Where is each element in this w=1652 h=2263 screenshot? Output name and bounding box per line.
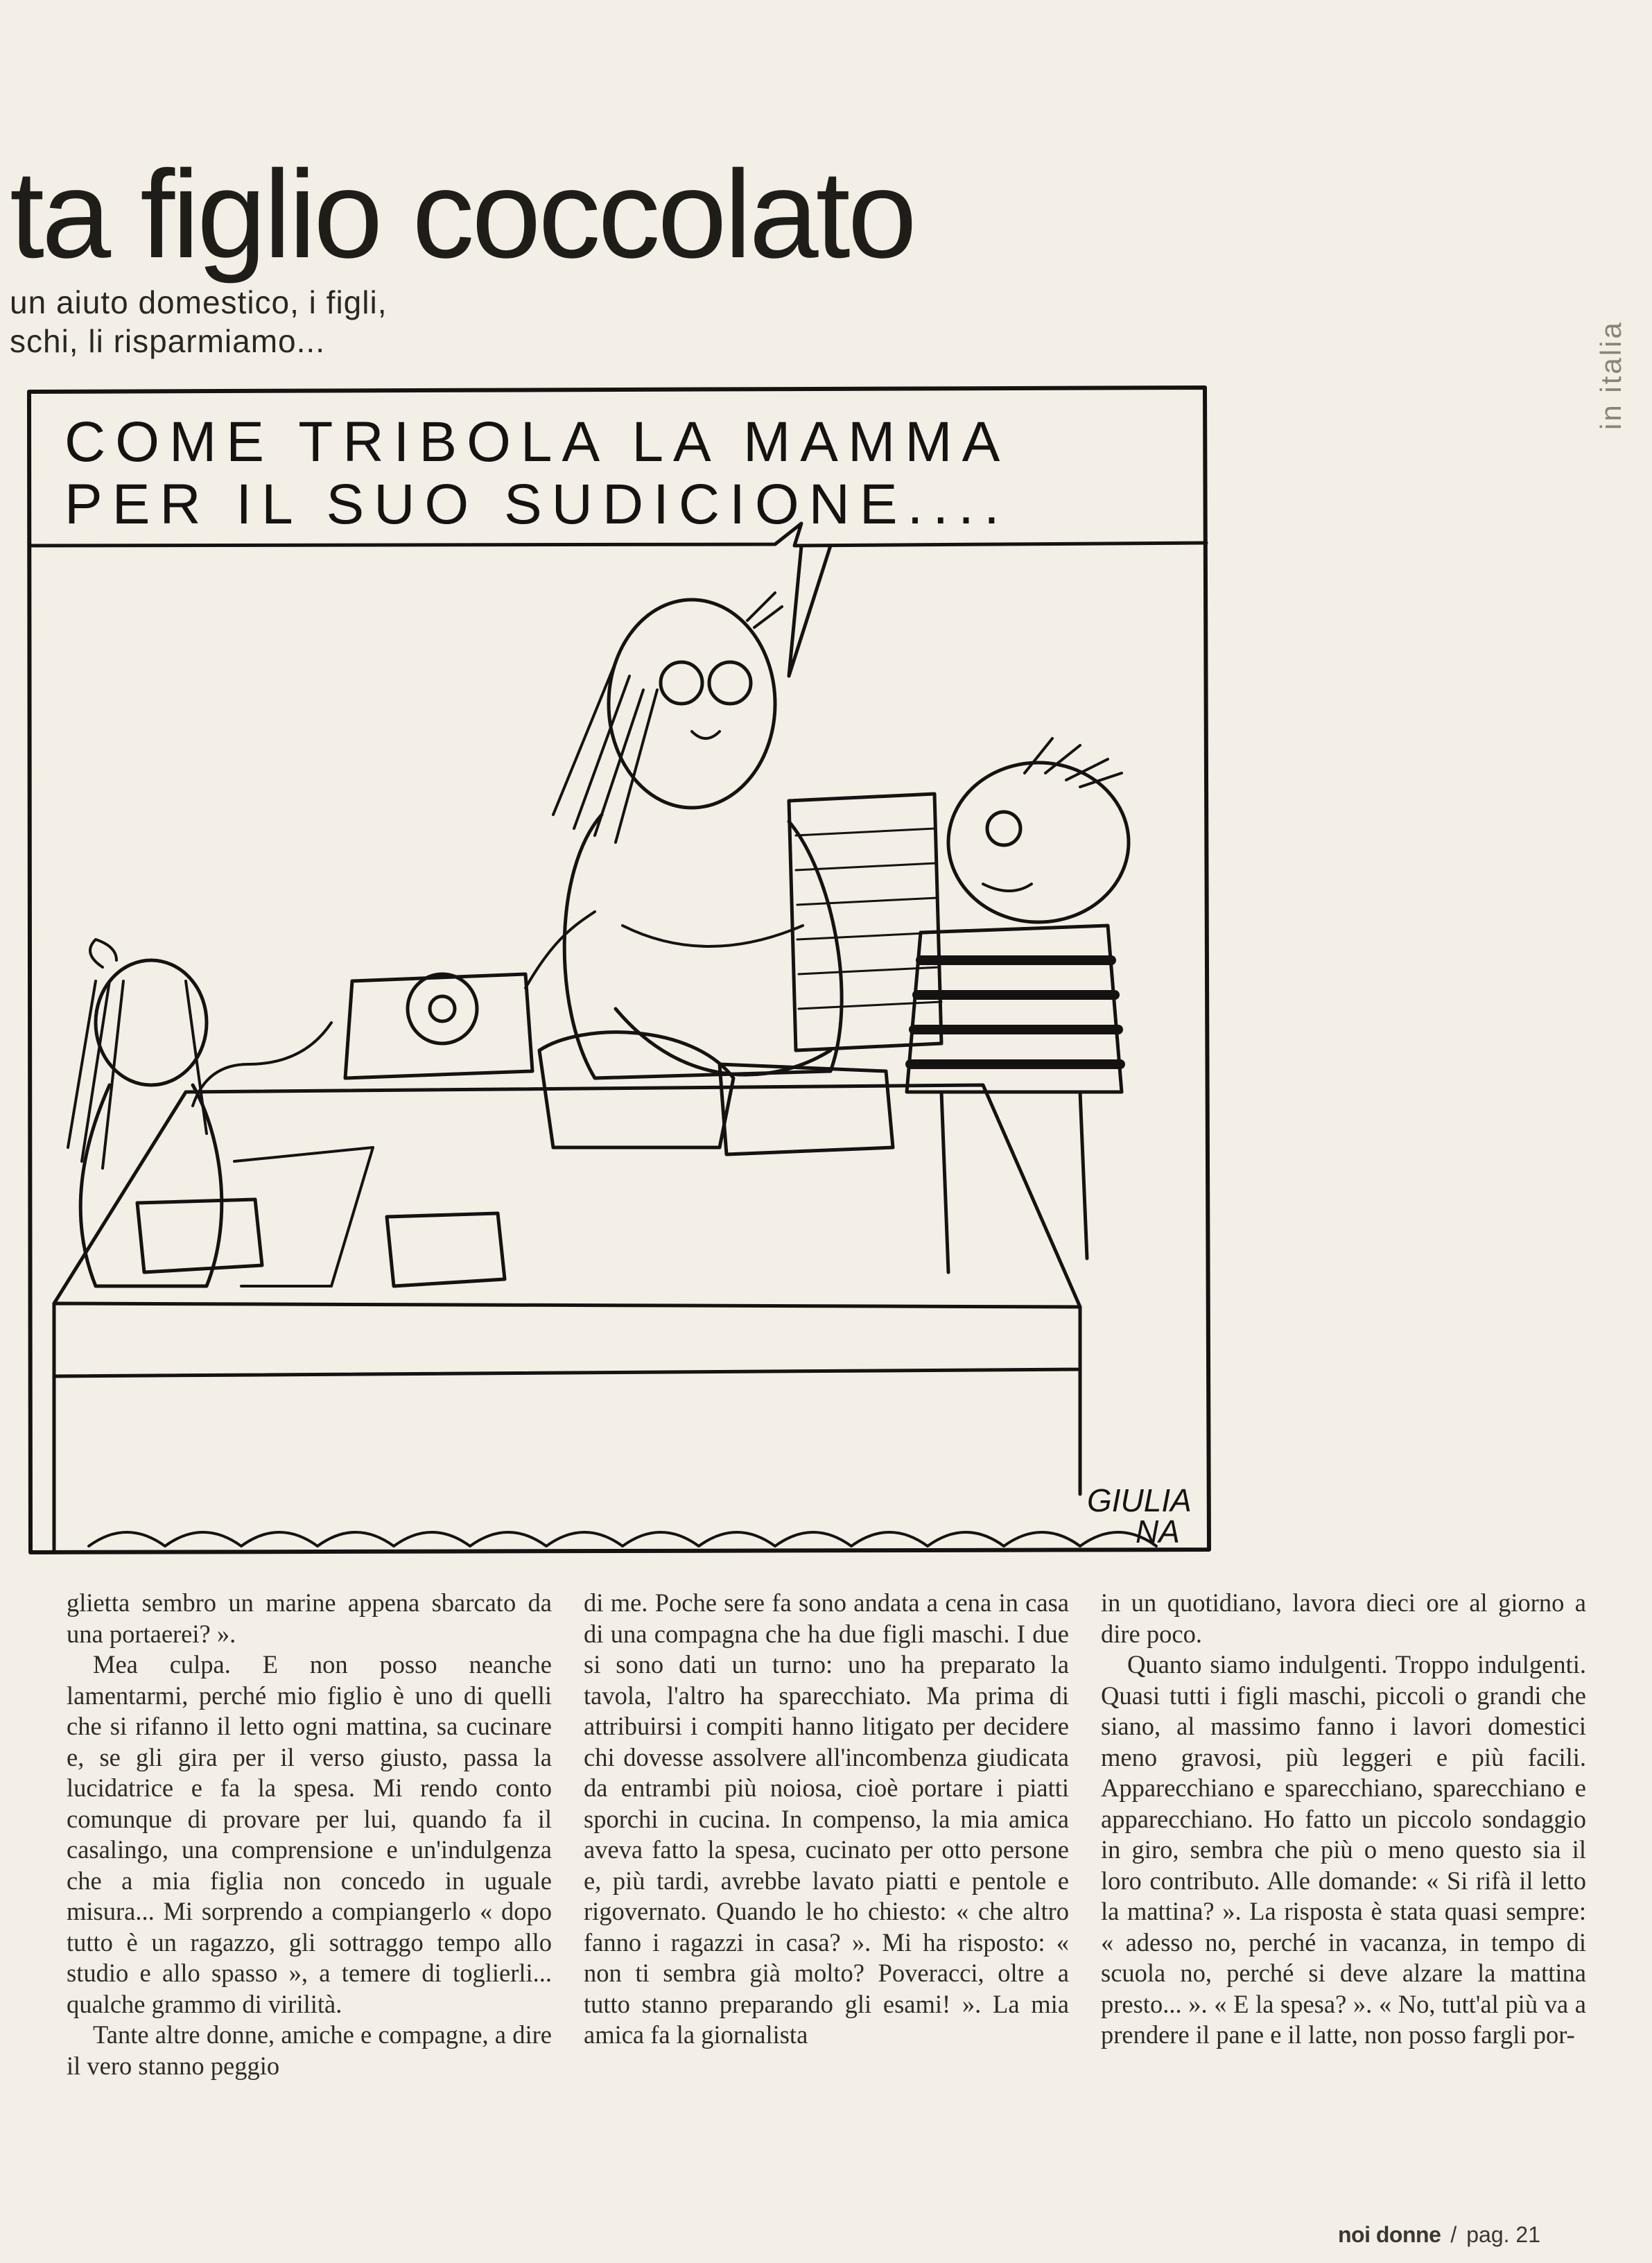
paragraph: glietta sembro un marine appena sbarcato da una portaerei? ». bbox=[67, 1588, 552, 1648]
cartoon-drawing bbox=[26, 385, 1219, 1557]
magazine-name: noi donne bbox=[1338, 2222, 1441, 2247]
cartoon-caption-line-2: PER IL SUO SUDICIONE.... bbox=[64, 473, 1009, 536]
article-column-3 bbox=[1101, 1588, 1586, 2051]
paragraph: in un quotidiano, lavora dieci ore al giorno a dire poco. bbox=[1101, 1588, 1586, 1648]
cartoon-illustration bbox=[26, 385, 1219, 1557]
footer-separator: / bbox=[1450, 2222, 1457, 2247]
paragraph: Tante altre donne, amiche e compagne, a dire il vero stanno peggio bbox=[67, 2020, 552, 2080]
page-number: pag. 21 bbox=[1466, 2222, 1541, 2247]
subtitle-line-2: schi, li risparmiamo... bbox=[10, 323, 325, 359]
article-column-2 bbox=[584, 1588, 1069, 2051]
page-footer bbox=[1338, 2222, 1540, 2248]
cartoon-signature-line-1: GIULIA bbox=[1087, 1482, 1192, 1518]
paragraph: Mea culpa. E non posso neanche lamentarmi, perché mio figlio è uno di quelli che si rifanno il letto ogni mattina, sa cucinare e, se gli gira per il verso giusto, passa la lucidatrice e fa la spesa. Mi rendo conto comunque di provare per lui, quando fa il casalingo, una comprensione e un'indulgenza che a mia figlia non concedo in uguale misura... Mi sorprendo a compiangerlo « dopo tutto è un ragazzo, gli sottraggo tempo allo studio e allo spasso », a temere di toglierli... qualche grammo di virilità. bbox=[67, 1650, 552, 2018]
section-label: in italia bbox=[1594, 320, 1627, 430]
article-subtitle bbox=[10, 283, 388, 361]
paragraph: Quanto siamo indulgenti. Troppo indulgenti. Quasi tutti i figli maschi, piccoli o grandi che siano, al massimo fanno i lavori domestici meno gravosi, più leggeri e più facili. Apparecchiano e sparecchiano, sparecchiano e apparecchiano. Ho fatto un piccolo sondaggio in giro, sembra che più o meno questo sia il loro contributo. Alle domande: « Si rifà il letto la mattina? ». La risposta è stata quasi sempre: « adesso no, perché in vacanza, in tempo di scuola no, perché si deve alzare la mattina presto... ». « E la spesa? ». « No, tutt'al più va a prendere il pane e il latte, non posso fargli por- bbox=[1101, 1650, 1586, 2049]
article-column-1 bbox=[67, 1588, 552, 2081]
paragraph: di me. Poche sere fa sono andata a cena in casa di una compagna che ha due figli maschi. I due si sono dati un turno: uno ha preparato la tavola, l'altro ha sparecchiato. Ma prima di attribuirsi i compiti hanno litigato per decidere chi dovesse assolvere all'incombenza giudicata da entrambi più noiosa, cioè portare i piatti sporchi in cucina. In compenso, la mia amica aveva fatto la spesa, cucinato per otto persone e, più tardi, avrebbe lavato piatti e pentole e rigovernato. Quando le ho chiesto: « che altro fanno i ragazzi in casa? ». Mi ha risposto: « non ti sembra già molto? Poveracci, oltre a tutto stanno preparando gli esami! ». La mia amica fa la giornalista bbox=[584, 1588, 1069, 2049]
cartoon-signature-line-2: NA bbox=[1136, 1514, 1180, 1550]
cartoon-caption-line-1: COME TRIBOLA LA MAMMA bbox=[64, 410, 1010, 474]
article-title: ta figlio coccolato bbox=[10, 145, 914, 284]
subtitle-line-1: un aiuto domestico, i figli, bbox=[10, 284, 388, 320]
